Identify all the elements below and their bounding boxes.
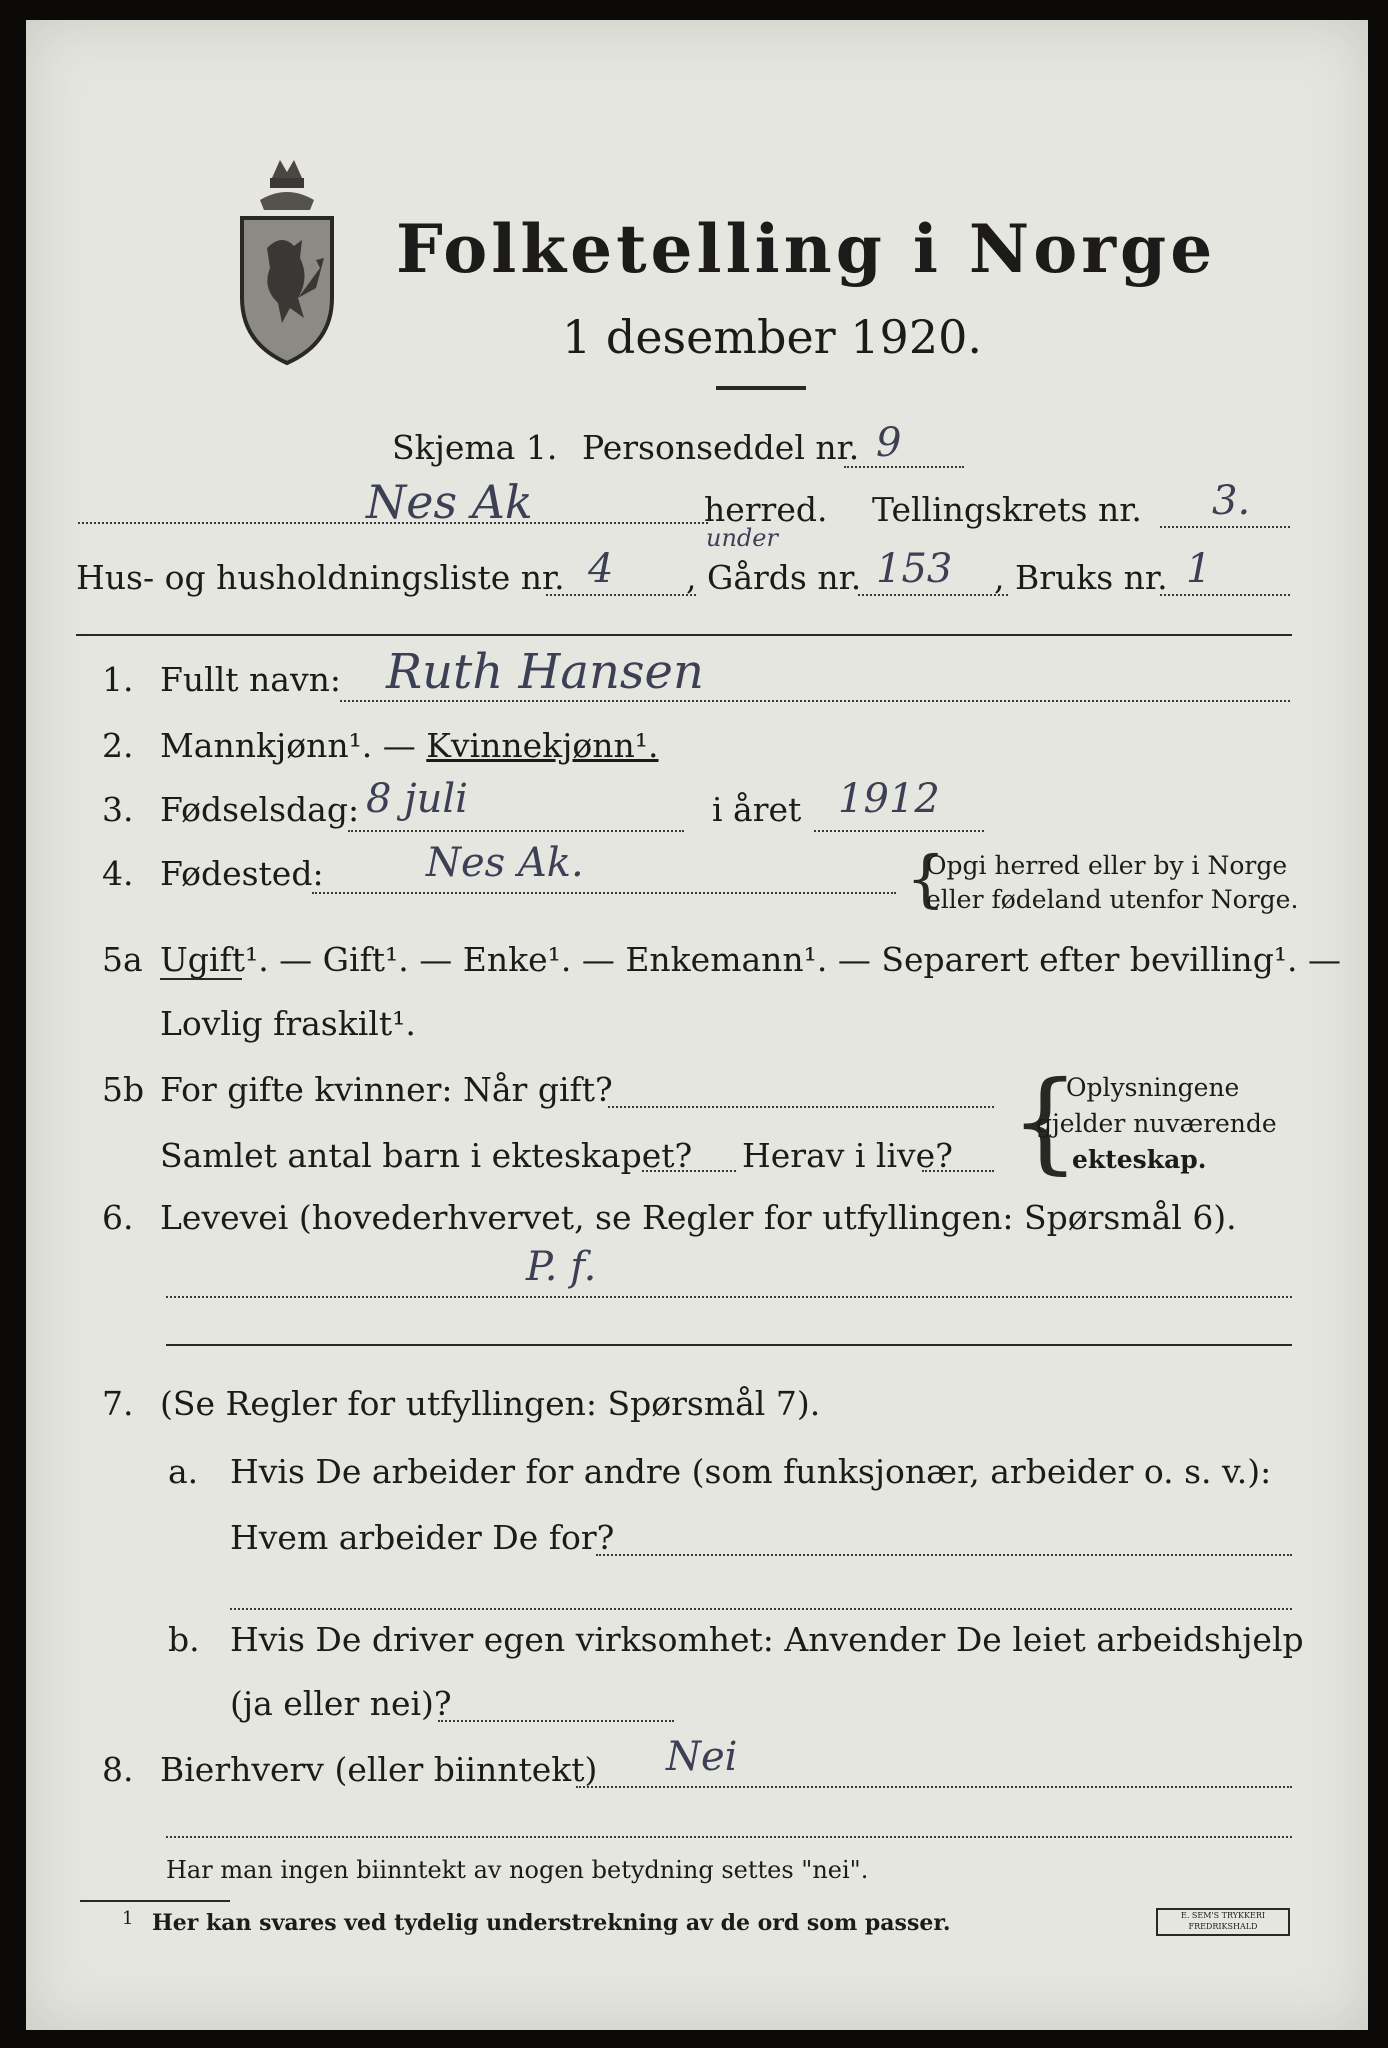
q8-value: Nei — [666, 1734, 738, 1780]
q4-label: Fødested: — [160, 854, 324, 893]
personseddel-line — [844, 466, 964, 468]
q2-options — [160, 726, 659, 766]
q5b-line2a-dots — [642, 1170, 736, 1172]
q7a-line — [596, 1554, 1292, 1556]
q7b-line1: Hvis De driver egen virksomhet: Anvender De leiet arbeidshjelp — [230, 1620, 1304, 1659]
q7a-number: a. — [168, 1452, 199, 1491]
herred-value: Nes Ak — [366, 475, 533, 529]
bruks-label: , Bruks nr. — [994, 558, 1168, 597]
q5a-number: 5a — [102, 940, 143, 979]
q5b-note-1: Oplysningene — [1066, 1073, 1240, 1102]
footer-note: Har man ingen biinntekt av nogen betydning settes "nei". — [166, 1856, 869, 1884]
q5b-note-3: ekteskap. — [1072, 1145, 1207, 1174]
q5b-number: 5b — [102, 1070, 145, 1109]
q1-label: Fullt navn: — [160, 660, 341, 699]
q5b-line2b: Herav i live? — [742, 1136, 953, 1175]
gards-label: , Gårds nr. — [686, 558, 862, 597]
q7a-line1: Hvis De arbeider for andre (som funksjonær, arbeider o. s. v.): — [230, 1452, 1272, 1491]
header-divider — [76, 634, 1292, 636]
q5a-line1: Ugift¹. — Gift¹. — Enke¹. — Enkemann¹. — Separert efter bevilling¹. — — [160, 940, 1342, 979]
q5b-line2b-dots — [922, 1170, 994, 1172]
census-form — [26, 20, 1368, 2030]
q5b-line2a: Samlet antal barn i ekteskapet? — [160, 1136, 693, 1175]
q5a-line2: Lovlig fraskilt¹. — [160, 1004, 416, 1043]
tellingskrets-line — [1160, 526, 1290, 528]
q3-value: 8 juli — [366, 776, 468, 822]
q6-number: 6. — [102, 1198, 134, 1237]
q4-number: 4. — [102, 854, 134, 893]
q7-label: (Se Regler for utfyllingen: Spørsmål 7). — [160, 1384, 821, 1423]
tellingskrets-label: Tellingskrets nr. — [872, 490, 1142, 529]
footnote-divider — [80, 1900, 230, 1902]
tellingskrets-value: 3. — [1212, 478, 1251, 524]
q1-value: Ruth Hansen — [386, 644, 704, 700]
form-date: 1 desember 1920. — [562, 310, 982, 364]
schema-label: Skjema 1. — [392, 428, 558, 467]
gards-line — [858, 594, 1008, 596]
q5b-brace: { — [1010, 1057, 1080, 1185]
q3-year-label: i året — [712, 790, 802, 829]
q7a-line2: Hvem arbeider De for? — [230, 1518, 615, 1557]
q7b-line — [438, 1720, 674, 1722]
q8-label: Bierhverv (eller biinntekt) — [160, 1750, 598, 1789]
personseddel-value: 9 — [876, 420, 902, 466]
q8-line — [576, 1786, 1292, 1788]
q6-value: P. f. — [526, 1244, 597, 1290]
q7-number: 7. — [102, 1384, 134, 1423]
printer-stamp: E. SEM'S TRYKKERI FREDRIKSHALD — [1156, 1908, 1290, 1936]
q1-line — [340, 700, 1290, 702]
herred-label: herred. — [704, 490, 828, 529]
q5b-line1: For gifte kvinner: Når gift? — [160, 1070, 613, 1109]
q7b-number: b. — [168, 1620, 200, 1659]
husholdning-value: 4 — [588, 546, 614, 592]
q3-number: 3. — [102, 790, 134, 829]
q3-line — [348, 830, 684, 832]
q4-brace: { — [906, 842, 946, 915]
husholdning-label: Hus- og husholdningsliste nr. — [76, 558, 565, 597]
q7b-line2: (ja eller nei)? — [230, 1684, 452, 1723]
q3-label: Fødselsdag: — [160, 790, 360, 829]
q6-label: Levevei (hovederhvervet, se Regler for utfyllingen: Spørsmål 6). — [160, 1198, 1237, 1237]
q3-year-value: 1912 — [838, 776, 940, 822]
footnote-mark: 1 — [122, 1908, 134, 1929]
q8-number: 8. — [102, 1750, 134, 1789]
q5a-underline-ugift — [160, 978, 242, 980]
form-title: Folketelling i Norge — [396, 210, 1217, 288]
bruks-value: 1 — [1186, 546, 1212, 592]
q2-female: Kvinnekjønn¹. — [426, 726, 659, 765]
q1-number: 1. — [102, 660, 134, 699]
q2-male: Mannkjønn¹. — — [160, 726, 427, 765]
q5b-line1-dots — [608, 1106, 994, 1108]
husholdning-line — [546, 594, 696, 596]
gards-note: under — [706, 524, 778, 552]
q4-line — [312, 892, 896, 894]
q4-note-1: Opgi herred eller by i Norge — [926, 851, 1288, 880]
q6-line-2 — [166, 1344, 1292, 1346]
title-divider — [716, 386, 806, 390]
personseddel-label: Personseddel nr. — [582, 428, 860, 467]
norway-coat-of-arms-icon — [232, 148, 342, 368]
q4-value: Nes Ak. — [426, 840, 584, 886]
bruks-line — [1160, 594, 1290, 596]
q8-line-2 — [166, 1836, 1292, 1838]
footnote-text: Her kan svares ved tydelig understrekning av de ord som passer. — [152, 1910, 951, 1936]
q3-year-line — [814, 830, 984, 832]
gards-value: 153 — [876, 546, 953, 592]
q2-number: 2. — [102, 726, 134, 765]
q7a-line-2 — [230, 1608, 1292, 1610]
q5b-note-2: gjelder nuværende — [1036, 1109, 1277, 1138]
q4-note-2: eller fødeland utenfor Norge. — [926, 885, 1299, 914]
q6-line-1 — [166, 1296, 1292, 1298]
